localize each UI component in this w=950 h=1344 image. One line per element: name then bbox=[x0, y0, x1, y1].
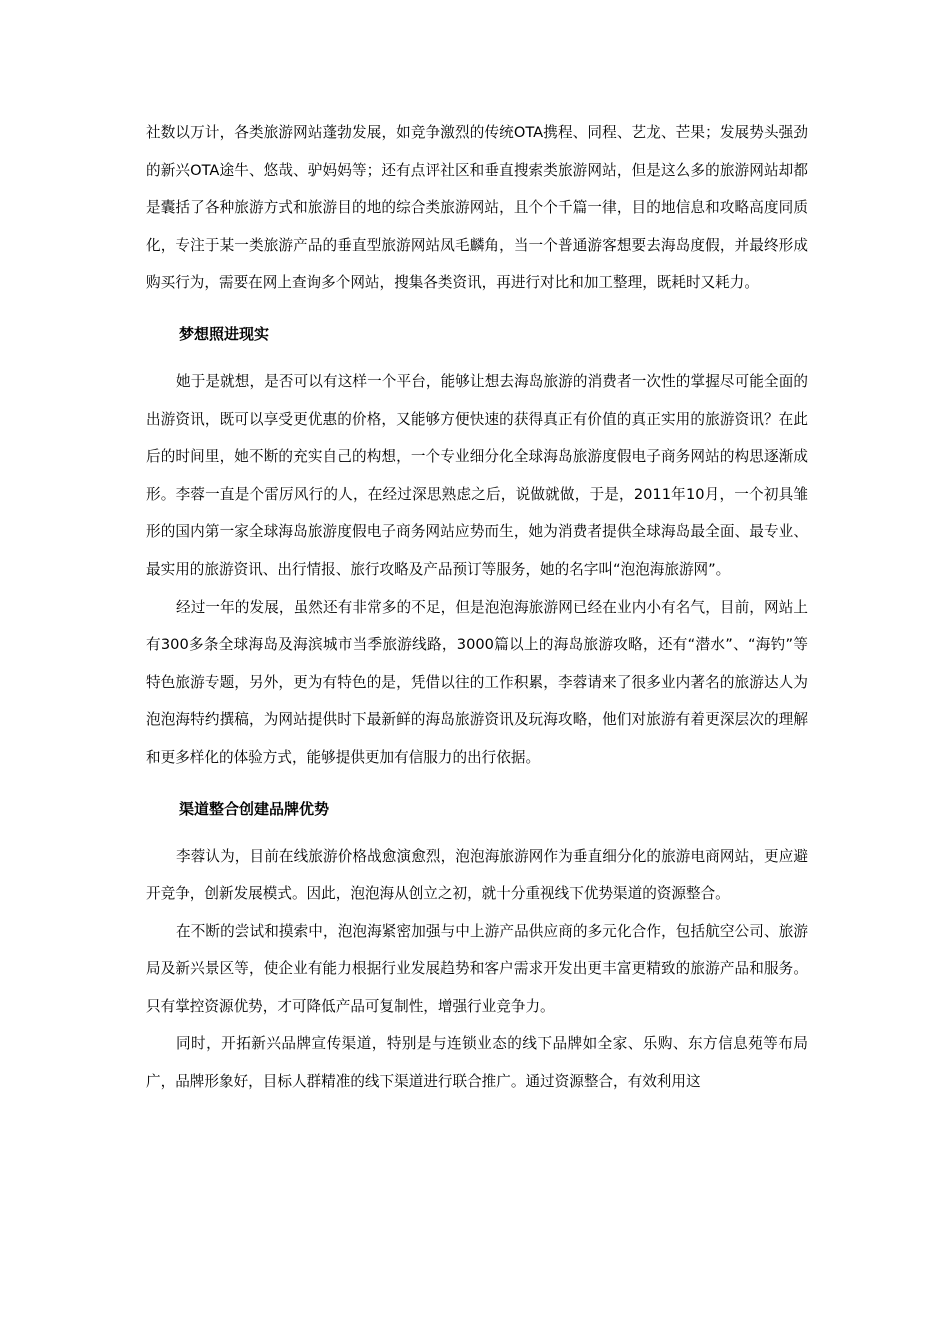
section-heading-channel: 渠道整合创建品牌优势 bbox=[179, 799, 330, 818]
paragraph: 在不断的尝试和摸索中，泡泡海紧密加强与中上游产品供应商的多元化合作，包括航空公司、旅游局及新兴景区等，使企业有能力根据行业发展趋势和客户需求开发出更丰富更精致的旅游产品和服务。只有掌控资源优势，才可降低产品可复制性，增强行业竞争力。 bbox=[146, 922, 808, 1015]
paragraph: 同时，开拓新兴品牌宣传渠道，特别是与连锁业态的线下品牌如全家、乐购、东方信息苑等布局广，品牌形象好，目标人群精准的线下渠道进行联合推广。通过资源整合，有效利用这 bbox=[146, 1035, 808, 1091]
paragraph: 经过一年的发展，虽然还有非常多的不足，但是泡泡海旅游网已经在业内小有名气，目前，网站上有300多条全球海岛及海滨城市当季旅游线路，3000篇以上的海岛旅游攻略，还有“潜水”、“海钓”等特色旅游专题，另外，更为有特色的是，凭借以往的工作积累，李蓉请来了很多业内著名的旅游达人为泡泡海特约撰稿，为网站提供时下最新鲜的海岛旅游资讯及玩海攻略，他们对旅游有着更深层次的理解和更多样化的体验方式，能够提供更加有信服力的出行依据。 bbox=[146, 598, 808, 766]
section-heading-dream: 梦想照进现实 bbox=[179, 324, 270, 343]
document-body bbox=[146, 114, 808, 1101]
paragraph: 她于是就想，是否可以有这样一个平台，能够让想去海岛旅游的消费者一次性的掌握尽可能全面的出游资讯，既可以享受更优惠的价格，又能够方便快速的获得真正有价值的真正实用的旅游资讯？在此后的时间里，她不断的充实自己的构想，一个专业细分化全球海岛旅游度假电子商务网站的构思逐渐成形。李蓉一直是个雷厉风行的人，在经过深思熟虑之后，说做就做，于是，2011年10月，一个初具雏形的国内第一家全球海岛旅游度假电子商务网站应势而生，她为消费者提供全球海岛最全面、最专业、最实用的旅游资讯、出行情报、旅行攻略及产品预订等服务，她的名字叫“泡泡海旅游网”。 bbox=[146, 372, 808, 578]
paragraph-intro: 社数以万计，各类旅游网站蓬勃发展，如竞争激烈的传统OTA携程、同程、艺龙、芒果；发展势头强劲的新兴OTA途牛、悠哉、驴妈妈等；还有点评社区和垂直搜索类旅游网站，但是这么多的旅游网站却都是囊括了各种旅游方式和旅游目的地的综合类旅游网站，且个个千篇一律，目的地信息和攻略高度同质化，专注于某一类旅游产品的垂直型旅游网站凤毛麟角，当一个普通游客想要去海岛度假，并最终形成购买行为，需要在网上查询多个网站，搜集各类资讯，再进行对比和加工整理，既耗时又耗力。 bbox=[146, 124, 808, 292]
paragraph: 李蓉认为，目前在线旅游价格战愈演愈烈，泡泡海旅游网作为垂直细分化的旅游电商网站，更应避开竞争，创新发展模式。因此，泡泡海从创立之初，就十分重视线下优势渠道的资源整合。 bbox=[146, 847, 808, 903]
